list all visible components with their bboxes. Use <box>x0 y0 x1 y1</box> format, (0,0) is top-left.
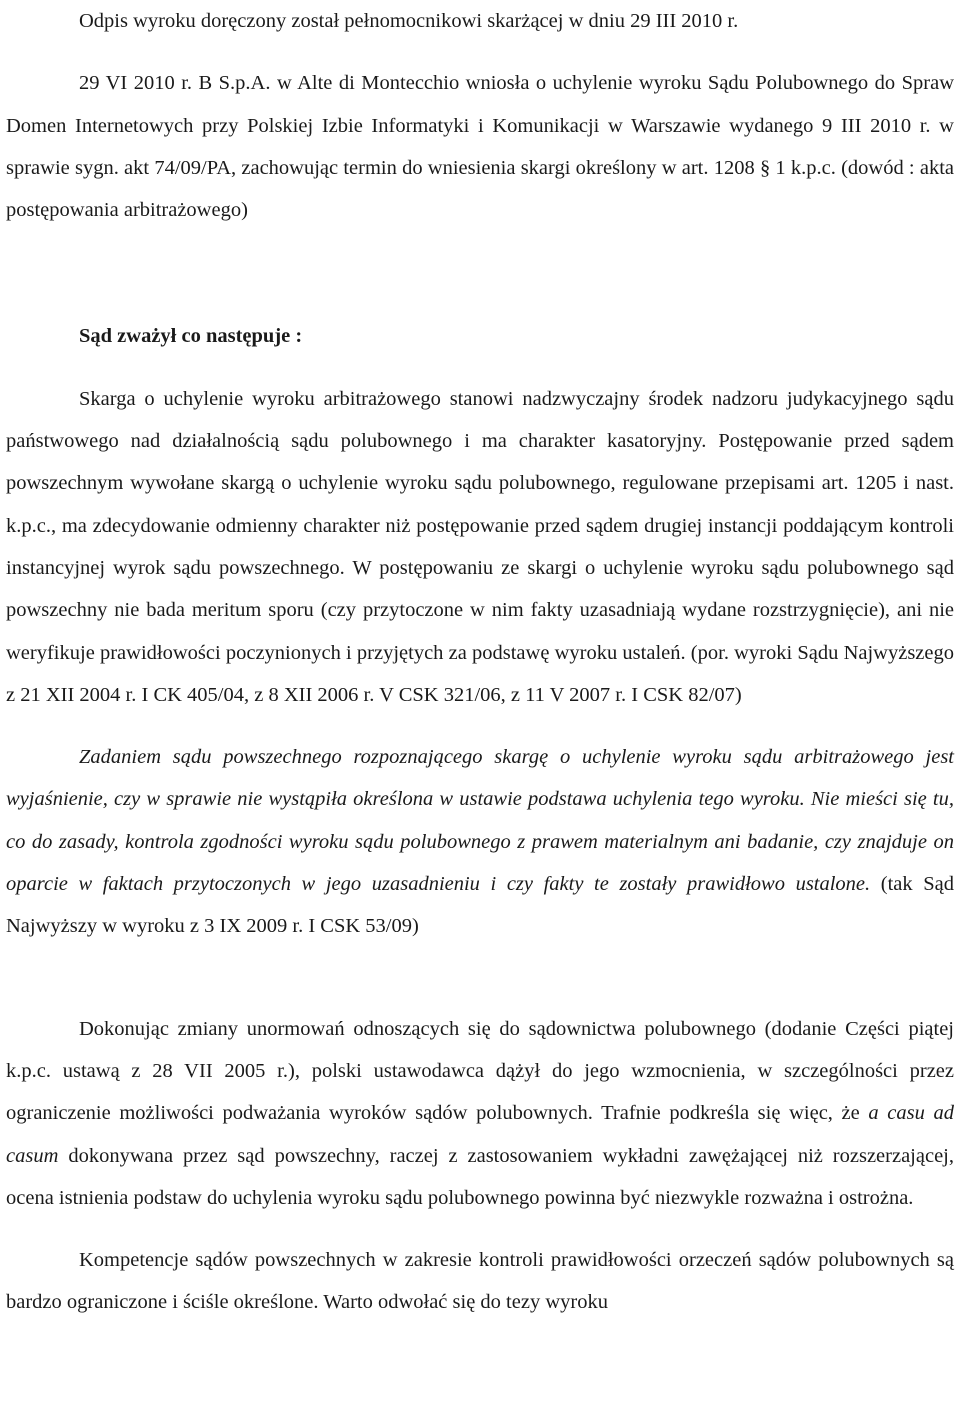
spacer <box>6 231 954 315</box>
service-note-paragraph: Odpis wyroku doręczony został pełnomocnikowi skarżącej w dniu 29 III 2010 r. <box>79 10 739 32</box>
spacer <box>6 358 954 378</box>
amendment-text-end: dokonywana przez sąd powszechny, raczej z zastosowaniem wykładni zawężającej niż rozszerzającej, ocena istnienia podstaw do uchylenia wyroku sądu polubownego powinna być niezwykle rozważna i ostrożna. <box>6 1144 954 1209</box>
complaint-paragraph: 29 VI 2010 r. B S.p.A. w Alte di Montecchio wniosła o uchylenie wyroku Sądu Polubownego do Spraw Domen Internetowych przy Polskiej Izbie Informatyki i Komunikacji w Warszawie wydanego 9 III 2010 r. w sprawie sygn. akt 74/09/PA, zachowując termin do wniesienia skargi określony w art. 1208 § 1 k.p.c. (dowód : akta postępowania arbitrażowego) <box>6 72 954 222</box>
section-heading: Sąd zważył co następuje : <box>79 325 303 348</box>
citation-text: (tak Sąd Najwyższy w wyroku z 3 IX 2009 r. I CSK 53/09) <box>6 873 954 938</box>
latin-phrase: a casu ad casum <box>6 1102 954 1167</box>
spacer <box>6 42 954 62</box>
document-page <box>6 0 954 1324</box>
spacer <box>6 716 954 736</box>
amendment-text-start: Dokonując zmiany unormowań odnoszących się do sądownictwa polubownego (dodanie Części piątej k.p.c. ustawą z 28 VII 2005 r.), polski ustawodawca dążył do jego wzmocnienia, w szczególności przez ograniczenie możliwości podważania wyroków sądów polubownych. Trafnie podkreśla się więc, że <box>6 1017 954 1125</box>
competence-paragraph: Kompetencje sądów powszechnych w zakresie kontroli prawidłowości orzeczeń sądów polubownych są bardzo ograniczone i ściśle określone. Warto odwołać się do tezy wyroku <box>6 1249 954 1314</box>
amendment-paragraph <box>6 1008 954 1219</box>
spacer <box>6 948 954 1008</box>
reasoning-paragraph: Skarga o uchylenie wyroku arbitrażowego stanowi nadzwyczajny środek nadzoru judykacyjnego sądu państwowego nad działalnością sądu polubownego i ma charakter kasatoryjny. Postępowanie przed sądem powszechnym wywołane skargą o uchylenie wyroku sądu polubownego, regulowane przepisami art. 1205 i nast. k.p.c., ma zdecydowanie odmienny charakter niż postępowanie przed sądem drugiej instancji poddającym kontroli instancyjnej wyrok sądu powszechnego. W postępowaniu ze skargi o uchylenie wyroku sądu polubownego sąd powszechny nie bada meritum sporu (czy przytoczone w nim fakty uzasadniają wydane rozstrzygnięcie), ani nie weryfikuje prawidłowości poczynionych i przyjętych za podstawę wyroku ustaleń. (por. wyroki Sądu Najwyższego z 21 XII 2004 r. I CK 405/04, z 8 XII 2006 r. V CSK 321/06, z 11 V 2007 r. I CSK 82/07) <box>6 387 954 706</box>
spacer <box>6 1219 954 1239</box>
quoted-thesis-text: Zadaniem sądu powszechnego rozpoznającego skargę o uchylenie wyroku sądu arbitrażowego jest wyjaśnienie, czy w sprawie nie wystąpiła określona w ustawie podstawa uchylenia tego wyroku. Nie mieści się tu, co do zasady, kontrola zgodności wyroku sądu polubownego z prawem materialnym ani badanie, czy znajduje on oparcie w faktach przytoczonych w jego uzasadnieniu i czy fakty te zostały prawidłowo ustalone. <box>6 746 954 896</box>
quoted-thesis-paragraph <box>6 736 954 947</box>
